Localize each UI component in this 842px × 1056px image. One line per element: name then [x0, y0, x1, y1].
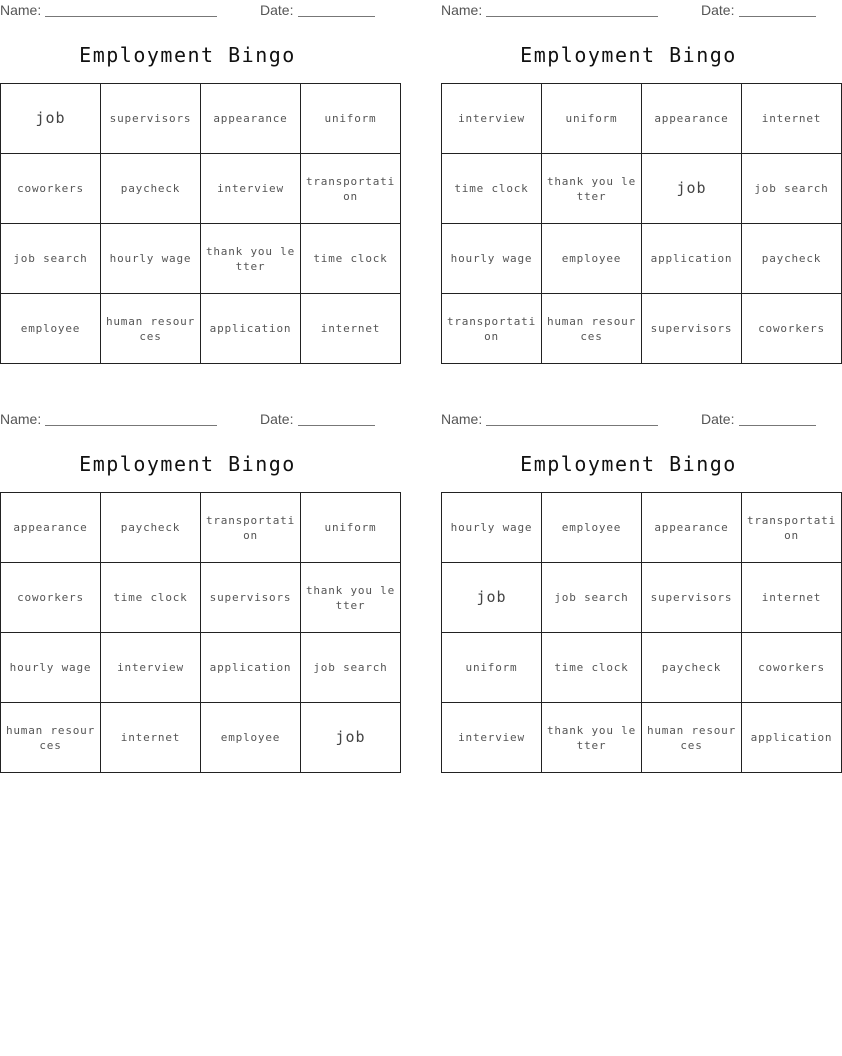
- bingo-card: [441, 0, 829, 343]
- bingo-row: [1, 633, 401, 703]
- bingo-cell: supervisors: [642, 294, 742, 364]
- name-field[interactable]: [486, 425, 658, 426]
- bingo-cell: human resources: [1, 703, 101, 773]
- bingo-grid: [0, 83, 401, 364]
- bingo-cell: application: [742, 703, 842, 773]
- date-label: Date:: [701, 411, 735, 427]
- card-title: Employment Bingo: [79, 452, 296, 476]
- bingo-cell: coworkers: [742, 633, 842, 703]
- bingo-row: [1, 154, 401, 224]
- name-label: Name:: [0, 2, 42, 18]
- bingo-cell: coworkers: [1, 154, 101, 224]
- bingo-row: [442, 84, 842, 154]
- bingo-row: [1, 703, 401, 773]
- bingo-cell: job: [301, 703, 401, 773]
- bingo-row: [442, 563, 842, 633]
- bingo-row: [1, 294, 401, 364]
- bingo-card: [0, 0, 396, 343]
- bingo-cell: appearance: [1, 493, 101, 563]
- bingo-row: [1, 84, 401, 154]
- bingo-cell: employee: [1, 294, 101, 364]
- bingo-cell: hourly wage: [442, 224, 542, 294]
- bingo-cell: job: [1, 84, 101, 154]
- date-field[interactable]: [298, 16, 375, 17]
- bingo-row: [1, 224, 401, 294]
- bingo-cell: human resources: [642, 703, 742, 773]
- bingo-cell: thank you letter: [542, 703, 642, 773]
- bingo-card: [0, 409, 396, 752]
- bingo-cell: internet: [742, 563, 842, 633]
- bingo-cell: paycheck: [642, 633, 742, 703]
- bingo-cell: uniform: [542, 84, 642, 154]
- date-field[interactable]: [739, 16, 816, 17]
- bingo-row: [1, 563, 401, 633]
- bingo-row: [442, 703, 842, 773]
- name-date-row: [0, 0, 375, 22]
- bingo-cell: application: [201, 294, 301, 364]
- bingo-cell: thank you letter: [542, 154, 642, 224]
- bingo-cell: job search: [1, 224, 101, 294]
- bingo-grid: [0, 492, 401, 773]
- bingo-cell: time clock: [101, 563, 201, 633]
- bingo-cell: interview: [201, 154, 301, 224]
- bingo-cell: application: [642, 224, 742, 294]
- card-title: Employment Bingo: [520, 43, 737, 67]
- bingo-cell: interview: [101, 633, 201, 703]
- bingo-grid: [441, 83, 842, 364]
- name-date-row: [0, 409, 375, 431]
- card-title: Employment Bingo: [79, 43, 296, 67]
- bingo-row: [442, 224, 842, 294]
- bingo-cell: uniform: [301, 493, 401, 563]
- bingo-cell: hourly wage: [442, 493, 542, 563]
- bingo-cell: job search: [542, 563, 642, 633]
- bingo-cell: time clock: [442, 154, 542, 224]
- bingo-cell: job: [442, 563, 542, 633]
- date-label: Date:: [260, 2, 294, 18]
- name-field[interactable]: [45, 425, 217, 426]
- bingo-cell: job: [642, 154, 742, 224]
- bingo-cell: thank you letter: [301, 563, 401, 633]
- bingo-cell: paycheck: [742, 224, 842, 294]
- name-field[interactable]: [486, 16, 658, 17]
- name-label: Name:: [0, 411, 42, 427]
- bingo-cell: supervisors: [201, 563, 301, 633]
- bingo-cell: internet: [301, 294, 401, 364]
- bingo-cell: hourly wage: [101, 224, 201, 294]
- bingo-cell: internet: [101, 703, 201, 773]
- bingo-cell: application: [201, 633, 301, 703]
- bingo-cell: paycheck: [101, 493, 201, 563]
- bingo-row: [442, 294, 842, 364]
- bingo-cell: supervisors: [101, 84, 201, 154]
- bingo-row: [1, 493, 401, 563]
- date-label: Date:: [260, 411, 294, 427]
- bingo-grid: [441, 492, 842, 773]
- bingo-row: [442, 633, 842, 703]
- date-field[interactable]: [739, 425, 816, 426]
- bingo-cell: transportation: [201, 493, 301, 563]
- name-label: Name:: [441, 411, 483, 427]
- bingo-cell: job search: [301, 633, 401, 703]
- bingo-cell: employee: [542, 224, 642, 294]
- bingo-cell: time clock: [301, 224, 401, 294]
- name-date-row: [441, 409, 816, 431]
- bingo-cell: transportation: [742, 493, 842, 563]
- bingo-cell: appearance: [642, 84, 742, 154]
- bingo-cell: uniform: [301, 84, 401, 154]
- bingo-cell: transportation: [301, 154, 401, 224]
- bingo-card: [441, 409, 837, 752]
- bingo-cell: thank you letter: [201, 224, 301, 294]
- bingo-cell: internet: [742, 84, 842, 154]
- bingo-cell: uniform: [442, 633, 542, 703]
- bingo-cell: transportation: [442, 294, 542, 364]
- bingo-cell: appearance: [642, 493, 742, 563]
- bingo-cell: employee: [542, 493, 642, 563]
- bingo-cell: coworkers: [1, 563, 101, 633]
- bingo-cell: supervisors: [642, 563, 742, 633]
- name-field[interactable]: [45, 16, 217, 17]
- name-label: Name:: [441, 2, 483, 18]
- bingo-cell: job search: [742, 154, 842, 224]
- bingo-cell: human resources: [101, 294, 201, 364]
- card-title: Employment Bingo: [520, 452, 737, 476]
- bingo-cell: hourly wage: [1, 633, 101, 703]
- bingo-cell: time clock: [542, 633, 642, 703]
- bingo-cell: employee: [201, 703, 301, 773]
- bingo-cell: interview: [442, 703, 542, 773]
- name-date-row: [441, 0, 816, 22]
- bingo-cell: human resources: [542, 294, 642, 364]
- bingo-cell: coworkers: [742, 294, 842, 364]
- bingo-cell: appearance: [201, 84, 301, 154]
- bingo-row: [442, 154, 842, 224]
- bingo-row: [442, 493, 842, 563]
- bingo-cell: interview: [442, 84, 542, 154]
- date-label: Date:: [701, 2, 735, 18]
- bingo-cell: paycheck: [101, 154, 201, 224]
- date-field[interactable]: [298, 425, 375, 426]
